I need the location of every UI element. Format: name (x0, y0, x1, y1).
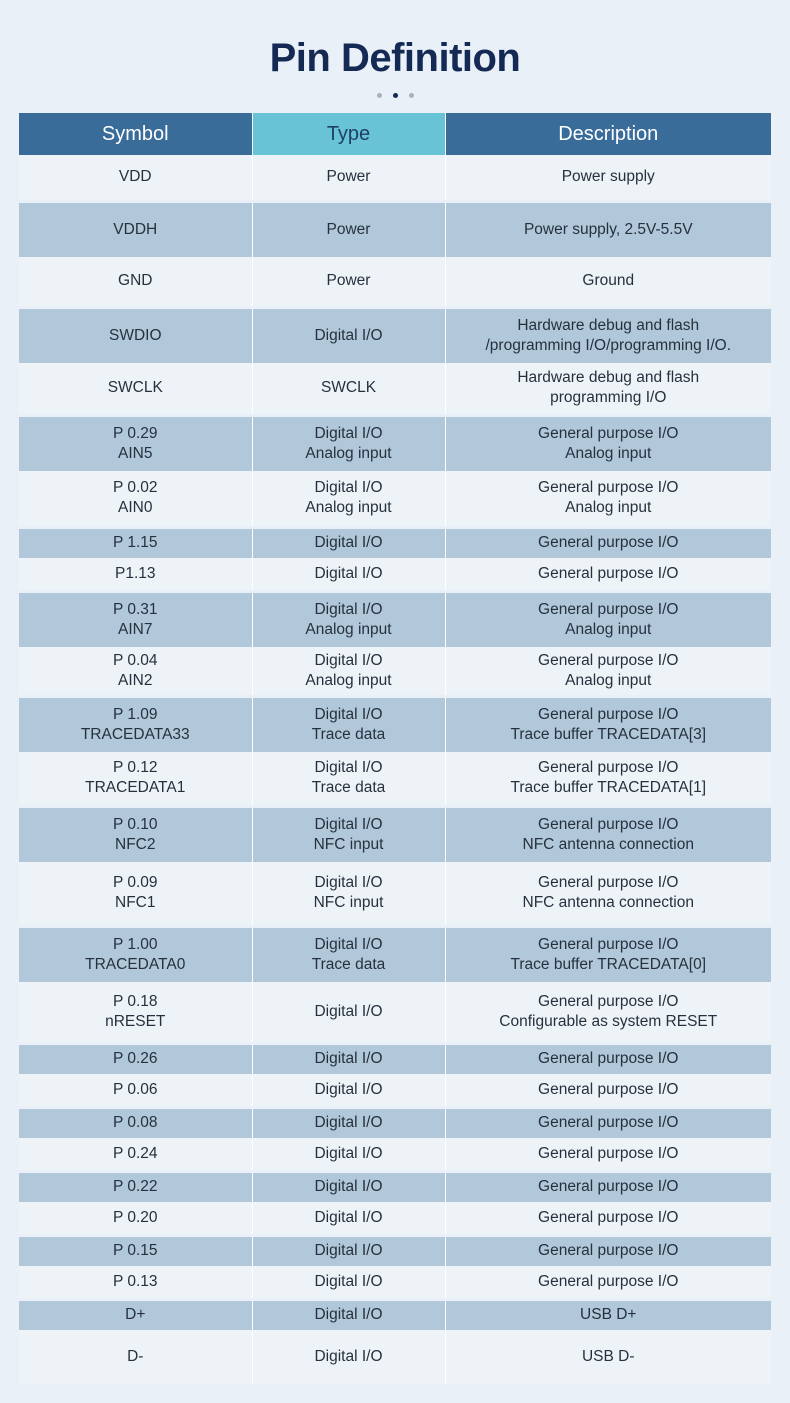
symbol-cell: D- (19, 1330, 252, 1384)
symbol-cell: P 0.20 (19, 1202, 252, 1235)
symbol-cell: P 0.06 (19, 1074, 252, 1107)
column-header-symbol: Symbol (19, 113, 252, 155)
description-cell: General purpose I/O Analog input (445, 647, 771, 696)
description-cell: Hardware debug and flash programming I/O (445, 363, 771, 415)
type-cell: Power (252, 257, 445, 307)
symbol-cell: P 0.15 (19, 1235, 252, 1266)
description-cell: General purpose I/O NFC antenna connection (445, 862, 771, 926)
description-cell: General purpose I/O (445, 558, 771, 591)
table-row (19, 415, 771, 471)
symbol-cell: P 0.18 nRESET (19, 982, 252, 1043)
description-cell: General purpose I/O (445, 1074, 771, 1107)
table-row (19, 1299, 771, 1330)
table-row (19, 1171, 771, 1202)
symbol-cell: VDDH (19, 201, 252, 257)
type-cell: Digital I/O (252, 1235, 445, 1266)
type-cell: Digital I/O (252, 527, 445, 558)
type-cell: Digital I/O (252, 982, 445, 1043)
type-cell: Digital I/O Analog input (252, 471, 445, 527)
type-cell: SWCLK (252, 363, 445, 415)
description-cell: USB D- (445, 1330, 771, 1384)
table-row (19, 1074, 771, 1107)
table-row (19, 471, 771, 527)
table-row (19, 752, 771, 806)
type-cell: Digital I/O Trace data (252, 752, 445, 806)
table-body (19, 155, 771, 1384)
description-cell: Ground (445, 257, 771, 307)
table-row (19, 982, 771, 1043)
symbol-cell: P 0.29 AIN5 (19, 415, 252, 471)
type-cell: Digital I/O Analog input (252, 591, 445, 647)
description-cell: General purpose I/O Trace buffer TRACEDATA[3] (445, 696, 771, 752)
table-row (19, 363, 771, 415)
type-cell: Digital I/O Analog input (252, 647, 445, 696)
column-header-type: Type (252, 113, 445, 155)
table-row (19, 696, 771, 752)
description-cell: General purpose I/O (445, 1235, 771, 1266)
description-cell: General purpose I/O (445, 1138, 771, 1171)
type-cell: Digital I/O (252, 558, 445, 591)
type-cell: Digital I/O (252, 1171, 445, 1202)
column-header-description: Description (445, 113, 771, 155)
table-row (19, 1043, 771, 1074)
type-cell: Power (252, 201, 445, 257)
table-row (19, 926, 771, 982)
table-row (19, 862, 771, 926)
description-cell: General purpose I/O Analog input (445, 471, 771, 527)
symbol-cell: P 0.13 (19, 1266, 252, 1299)
symbol-cell: P 1.15 (19, 527, 252, 558)
pagination-dots (0, 93, 790, 98)
pin-definition-table (19, 113, 771, 1384)
description-cell: General purpose I/O (445, 1107, 771, 1138)
table-row (19, 155, 771, 201)
description-cell: General purpose I/O NFC antenna connection (445, 806, 771, 862)
table-row (19, 558, 771, 591)
symbol-cell: SWCLK (19, 363, 252, 415)
symbol-cell: P 0.08 (19, 1107, 252, 1138)
table-row (19, 1202, 771, 1235)
symbol-cell: SWDIO (19, 307, 252, 363)
table-row (19, 591, 771, 647)
table-row (19, 307, 771, 363)
type-cell: Digital I/O (252, 1074, 445, 1107)
description-cell: General purpose I/O Analog input (445, 591, 771, 647)
symbol-cell: P 0.09 NFC1 (19, 862, 252, 926)
description-cell: Power supply (445, 155, 771, 201)
type-cell: Digital I/O (252, 1266, 445, 1299)
symbol-cell: VDD (19, 155, 252, 201)
description-cell: General purpose I/O (445, 1202, 771, 1235)
symbol-cell: P1.13 (19, 558, 252, 591)
table-row (19, 527, 771, 558)
symbol-cell: P 0.22 (19, 1171, 252, 1202)
type-cell: Power (252, 155, 445, 201)
pagination-dot (409, 93, 414, 98)
table-row (19, 1235, 771, 1266)
page-title: Pin Definition (269, 36, 521, 80)
description-cell: General purpose I/O Analog input (445, 415, 771, 471)
description-cell: USB D+ (445, 1299, 771, 1330)
description-cell: General purpose I/O (445, 1043, 771, 1074)
table-header-row (19, 113, 771, 155)
table-row (19, 1107, 771, 1138)
description-cell: General purpose I/O (445, 1266, 771, 1299)
description-cell: General purpose I/O (445, 527, 771, 558)
type-cell: Digital I/O (252, 1202, 445, 1235)
symbol-cell: P 1.00 TRACEDATA0 (19, 926, 252, 982)
symbol-cell: P 0.04 AIN2 (19, 647, 252, 696)
table-row (19, 201, 771, 257)
description-cell: General purpose I/O Configurable as system RESET (445, 982, 771, 1043)
description-cell: Hardware debug and flash /programming I/O/programming I/O. (445, 307, 771, 363)
symbol-cell: P 0.31 AIN7 (19, 591, 252, 647)
table-row (19, 806, 771, 862)
type-cell: Digital I/O (252, 1043, 445, 1074)
type-cell: Digital I/O (252, 307, 445, 363)
type-cell: Digital I/O (252, 1330, 445, 1384)
type-cell: Digital I/O Trace data (252, 696, 445, 752)
type-cell: Digital I/O (252, 1107, 445, 1138)
symbol-cell: P 0.26 (19, 1043, 252, 1074)
type-cell: Digital I/O (252, 1138, 445, 1171)
type-cell: Digital I/O (252, 1299, 445, 1330)
description-cell: Power supply, 2.5V-5.5V (445, 201, 771, 257)
table-row (19, 1138, 771, 1171)
table-row (19, 1266, 771, 1299)
symbol-cell: D+ (19, 1299, 252, 1330)
type-cell: Digital I/O NFC input (252, 806, 445, 862)
symbol-cell: P 0.12 TRACEDATA1 (19, 752, 252, 806)
description-cell: General purpose I/O Trace buffer TRACEDATA[1] (445, 752, 771, 806)
symbol-cell: GND (19, 257, 252, 307)
pagination-dot-active (393, 93, 398, 98)
pagination-dot (377, 93, 382, 98)
table-row (19, 257, 771, 307)
symbol-cell: P 0.02 AIN0 (19, 471, 252, 527)
description-cell: General purpose I/O (445, 1171, 771, 1202)
symbol-cell: P 0.10 NFC2 (19, 806, 252, 862)
symbol-cell: P 1.09 TRACEDATA33 (19, 696, 252, 752)
type-cell: Digital I/O NFC input (252, 862, 445, 926)
description-cell: General purpose I/O Trace buffer TRACEDATA[0] (445, 926, 771, 982)
table-row (19, 1330, 771, 1384)
symbol-cell: P 0.24 (19, 1138, 252, 1171)
table-row (19, 647, 771, 696)
type-cell: Digital I/O Analog input (252, 415, 445, 471)
type-cell: Digital I/O Trace data (252, 926, 445, 982)
